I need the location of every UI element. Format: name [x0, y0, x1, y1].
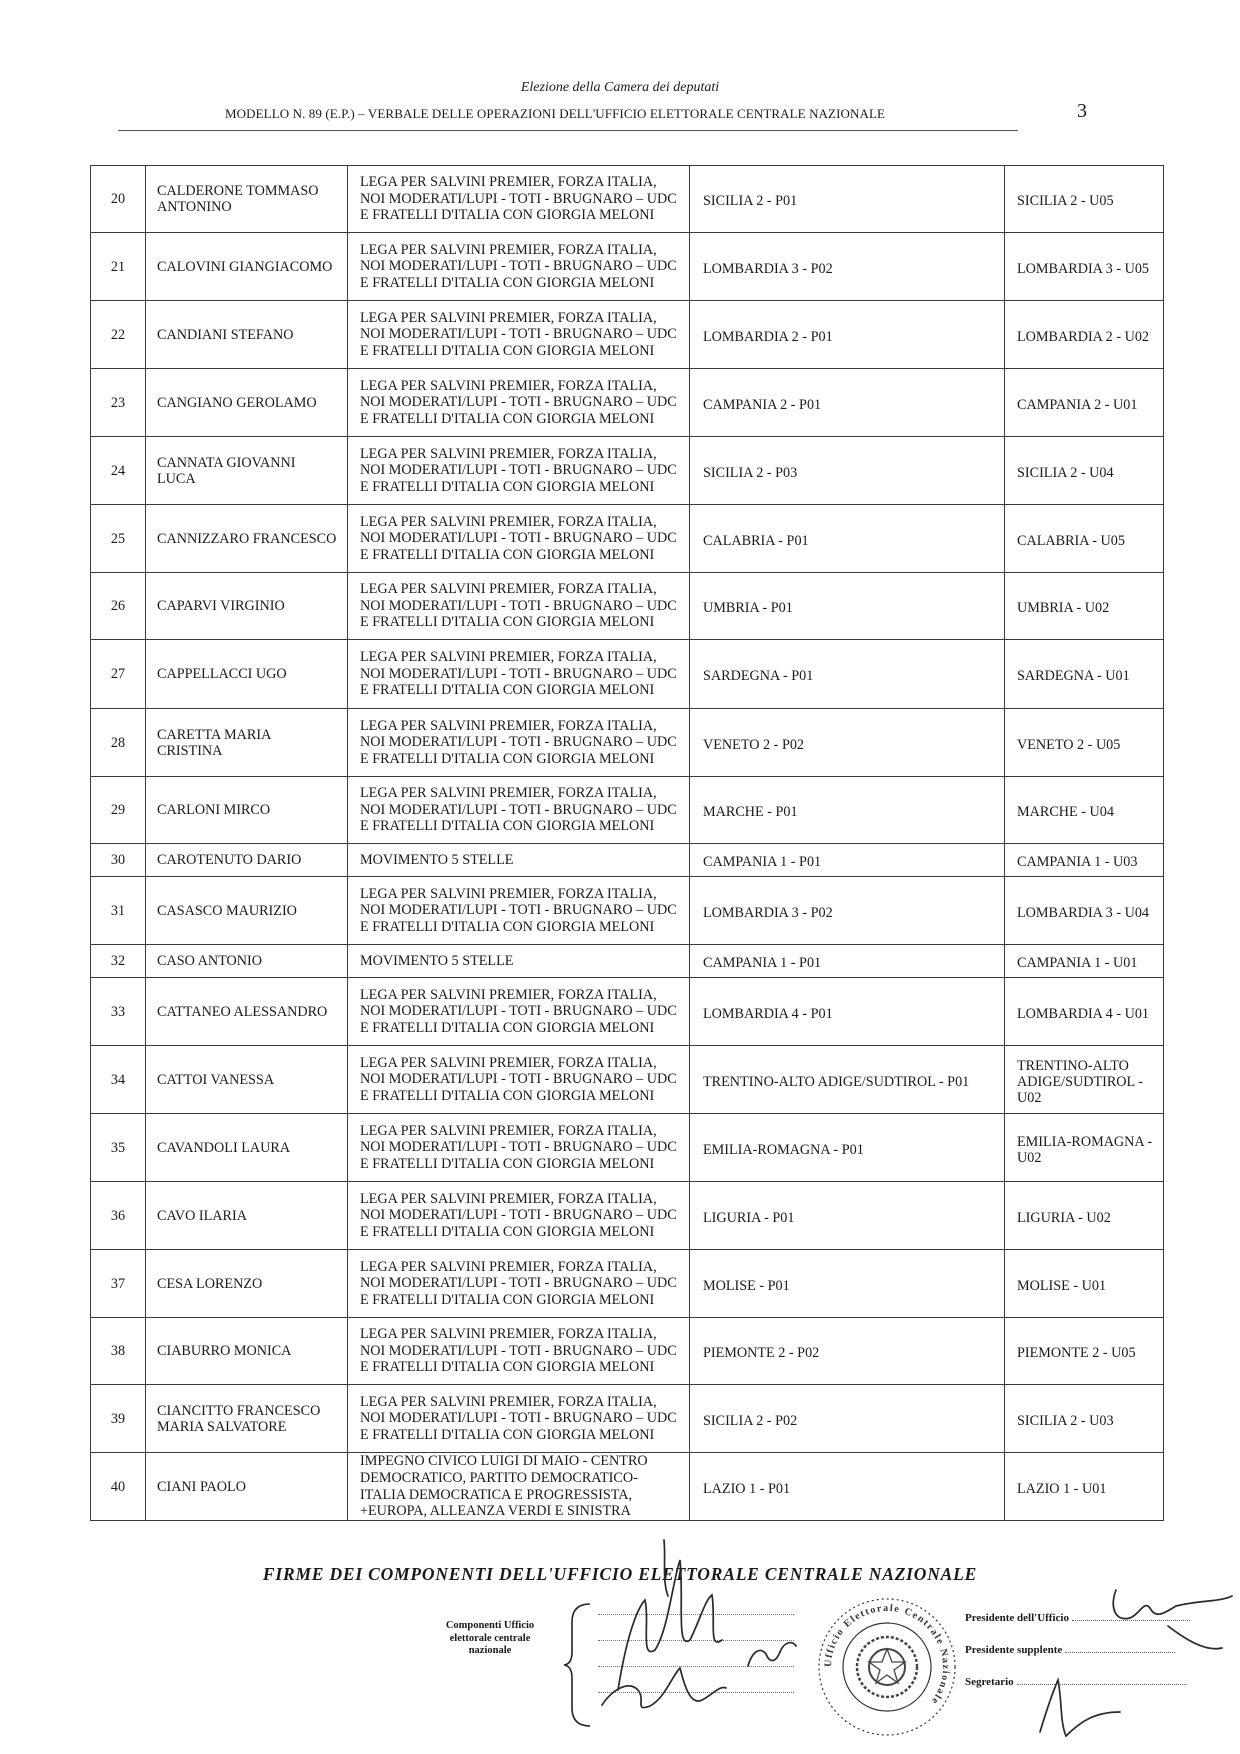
party-list: LEGA PER SALVINI PREMIER, FORZA ITALIA, NOI MODERATI/LUPI - TOTI - BRUGNARO – UDC E FRATELLI D'ITALIA CON GIORGIA MELONI — [348, 1114, 690, 1182]
election-constituency: SICILIA 2 - P03 — [690, 437, 1005, 505]
election-constituency: CAMPANIA 1 - P01 — [690, 844, 1005, 877]
table-row — [91, 1250, 1164, 1318]
candidate-name: CALDERONE TOMMASO ANTONINO — [146, 166, 348, 233]
table-row — [91, 844, 1164, 877]
candidate-name: CIABURRO MONICA — [146, 1318, 348, 1385]
table-row — [91, 1318, 1164, 1385]
candidate-name: CATTANEO ALESSANDRO — [146, 978, 348, 1046]
signature-mark — [748, 1643, 796, 1666]
party-list: LEGA PER SALVINI PREMIER, FORZA ITALIA, NOI MODERATI/LUPI - TOTI - BRUGNARO – UDC E FRATELLI D'ITALIA CON GIORGIA MELONI — [348, 301, 690, 369]
election-constituency: SARDEGNA - P01 — [690, 640, 1005, 709]
row-number: 39 — [91, 1385, 146, 1453]
candidate-name: CESA LORENZO — [146, 1250, 348, 1318]
table-row — [91, 1046, 1164, 1114]
candidate-name: CIANI PAOLO — [146, 1453, 348, 1521]
proclamation-constituency: CAMPANIA 1 - U01 — [1005, 945, 1164, 978]
page-number: 3 — [1077, 100, 1087, 122]
proclamation-constituency: EMILIA-ROMAGNA - U02 — [1005, 1114, 1164, 1182]
signature-mark — [1040, 1680, 1120, 1736]
table-row — [91, 301, 1164, 369]
election-constituency: PIEMONTE 2 - P02 — [690, 1318, 1005, 1385]
table-row — [91, 1182, 1164, 1250]
row-number: 33 — [91, 978, 146, 1046]
row-number: 23 — [91, 369, 146, 437]
presidente-supplente-label — [965, 1644, 1175, 1656]
candidate-name: CAVO ILARIA — [146, 1182, 348, 1250]
row-number: 26 — [91, 573, 146, 640]
row-number: 37 — [91, 1250, 146, 1318]
election-constituency: UMBRIA - P01 — [690, 573, 1005, 640]
table-row — [91, 945, 1164, 978]
signature-line — [598, 1614, 794, 1615]
brace-icon — [562, 1600, 596, 1730]
party-list: LEGA PER SALVINI PREMIER, FORZA ITALIA, NOI MODERATI/LUPI - TOTI - BRUGNARO – UDC E FRATELLI D'ITALIA CON GIORGIA MELONI — [348, 640, 690, 709]
party-list: LEGA PER SALVINI PREMIER, FORZA ITALIA, NOI MODERATI/LUPI - TOTI - BRUGNARO – UDC E FRATELLI D'ITALIA CON GIORGIA MELONI — [348, 709, 690, 777]
election-constituency: LAZIO 1 - P01 — [690, 1453, 1005, 1521]
row-number: 31 — [91, 877, 146, 945]
party-list: IMPEGNO CIVICO LUIGI DI MAIO - CENTRO DEMOCRATICO, PARTITO DEMOCRATICO-ITALIA DEMOCRATICA E PROGRESSISTA, +EUROPA, ALLEANZA VERDI E SINISTRA — [348, 1453, 690, 1521]
election-constituency: MOLISE - P01 — [690, 1250, 1005, 1318]
row-number: 30 — [91, 844, 146, 877]
header-rule — [118, 130, 1018, 131]
official-seal-icon — [812, 1592, 962, 1742]
party-list: LEGA PER SALVINI PREMIER, FORZA ITALIA, NOI MODERATI/LUPI - TOTI - BRUGNARO – UDC E FRATELLI D'ITALIA CON GIORGIA MELONI — [348, 1250, 690, 1318]
party-list: LEGA PER SALVINI PREMIER, FORZA ITALIA, NOI MODERATI/LUPI - TOTI - BRUGNARO – UDC E FRATELLI D'ITALIA CON GIORGIA MELONI — [348, 437, 690, 505]
row-number: 21 — [91, 233, 146, 301]
candidate-name: CANNATA GIOVANNI LUCA — [146, 437, 348, 505]
party-list: LEGA PER SALVINI PREMIER, FORZA ITALIA, NOI MODERATI/LUPI - TOTI - BRUGNARO – UDC E FRATELLI D'ITALIA CON GIORGIA MELONI — [348, 1318, 690, 1385]
proclamation-constituency: VENETO 2 - U05 — [1005, 709, 1164, 777]
table-row — [91, 978, 1164, 1046]
signature-mark — [602, 1668, 726, 1708]
signature-line — [598, 1666, 794, 1667]
table-row — [91, 1453, 1164, 1521]
proclamation-constituency: CALABRIA - U05 — [1005, 505, 1164, 573]
proclamation-constituency: CAMPANIA 1 - U03 — [1005, 844, 1164, 877]
candidate-name: CAPARVI VIRGINIO — [146, 573, 348, 640]
election-constituency: MARCHE - P01 — [690, 777, 1005, 844]
proclamation-constituency: LOMBARDIA 3 - U04 — [1005, 877, 1164, 945]
row-number: 38 — [91, 1318, 146, 1385]
row-number: 32 — [91, 945, 146, 978]
election-constituency: LOMBARDIA 3 - P02 — [690, 877, 1005, 945]
presidente-label — [965, 1612, 1190, 1624]
candidate-name: CAPPELLACCI UGO — [146, 640, 348, 709]
candidate-name: CARLONI MIRCO — [146, 777, 348, 844]
election-constituency: SICILIA 2 - P02 — [690, 1385, 1005, 1453]
party-list: LEGA PER SALVINI PREMIER, FORZA ITALIA, NOI MODERATI/LUPI - TOTI - BRUGNARO – UDC E FRATELLI D'ITALIA CON GIORGIA MELONI — [348, 1046, 690, 1114]
presidente-supplente-text: Presidente supplente — [965, 1644, 1063, 1656]
candidate-name: CASO ANTONIO — [146, 945, 348, 978]
election-constituency: LOMBARDIA 2 - P01 — [690, 301, 1005, 369]
proclamation-constituency: SARDEGNA - U01 — [1005, 640, 1164, 709]
elected-candidates-table — [90, 165, 1164, 1521]
table-row — [91, 369, 1164, 437]
page-header — [90, 80, 1150, 122]
seal-ring-text: Ufficio Elettorale Centrale Nazionale — [822, 1602, 952, 1708]
signature-line — [598, 1692, 794, 1693]
row-number: 27 — [91, 640, 146, 709]
party-list: LEGA PER SALVINI PREMIER, FORZA ITALIA, NOI MODERATI/LUPI - TOTI - BRUGNARO – UDC E FRATELLI D'ITALIA CON GIORGIA MELONI — [348, 505, 690, 573]
election-constituency: SICILIA 2 - P01 — [690, 166, 1005, 233]
proclamation-constituency: LOMBARDIA 4 - U01 — [1005, 978, 1164, 1046]
election-constituency: VENETO 2 - P02 — [690, 709, 1005, 777]
row-number: 20 — [91, 166, 146, 233]
row-number: 22 — [91, 301, 146, 369]
proclamation-constituency: LOMBARDIA 3 - U05 — [1005, 233, 1164, 301]
candidate-name: CANGIANO GEROLAMO — [146, 369, 348, 437]
candidate-name: CANNIZZARO FRANCESCO — [146, 505, 348, 573]
table-row — [91, 640, 1164, 709]
proclamation-constituency: LAZIO 1 - U01 — [1005, 1453, 1164, 1521]
proclamation-constituency: SICILIA 2 - U05 — [1005, 166, 1164, 233]
candidate-name: CAROTENUTO DARIO — [146, 844, 348, 877]
election-constituency: TRENTINO-ALTO ADIGE/SUDTIROL - P01 — [690, 1046, 1005, 1114]
components-label: Componenti Ufficio elettorale centrale nazionale — [445, 1620, 535, 1656]
presidente-text: Presidente dell'Ufficio — [965, 1612, 1069, 1624]
table-row — [91, 505, 1164, 573]
candidate-name: CANDIANI STEFANO — [146, 301, 348, 369]
proclamation-constituency: CAMPANIA 2 - U01 — [1005, 369, 1164, 437]
election-constituency: LOMBARDIA 4 - P01 — [690, 978, 1005, 1046]
candidate-name: CALOVINI GIANGIACOMO — [146, 233, 348, 301]
table-row — [91, 233, 1164, 301]
document-subtitle: MODELLO N. 89 (E.P.) – VERBALE DELLE OPERAZIONI DELL'UFFICIO ELETTORALE CENTRALE NAZIONALE — [225, 106, 886, 121]
party-list: LEGA PER SALVINI PREMIER, FORZA ITALIA, NOI MODERATI/LUPI - TOTI - BRUGNARO – UDC E FRATELLI D'ITALIA CON GIORGIA MELONI — [348, 777, 690, 844]
proclamation-constituency: TRENTINO-ALTO ADIGE/SUDTIROL - U02 — [1005, 1046, 1164, 1114]
row-number: 40 — [91, 1453, 146, 1521]
party-list: LEGA PER SALVINI PREMIER, FORZA ITALIA, NOI MODERATI/LUPI - TOTI - BRUGNARO – UDC E FRATELLI D'ITALIA CON GIORGIA MELONI — [348, 877, 690, 945]
election-constituency: CAMPANIA 1 - P01 — [690, 945, 1005, 978]
table-row — [91, 709, 1164, 777]
signatures-title: FIRME DEI COMPONENTI DELL'UFFICIO ELETTORALE CENTRALE NAZIONALE — [262, 1564, 978, 1584]
segretario-text: Segretario — [965, 1676, 1014, 1688]
row-number: 29 — [91, 777, 146, 844]
table-row — [91, 1114, 1164, 1182]
row-number: 35 — [91, 1114, 146, 1182]
party-list: MOVIMENTO 5 STELLE — [348, 844, 690, 877]
candidate-name: CATTOI VANESSA — [146, 1046, 348, 1114]
svg-text:Ufficio Elettorale Centrale Na — [823, 1603, 951, 1707]
proclamation-constituency: SICILIA 2 - U04 — [1005, 437, 1164, 505]
candidate-name: CASASCO MAURIZIO — [146, 877, 348, 945]
table-row — [91, 437, 1164, 505]
table-row — [91, 877, 1164, 945]
party-list: LEGA PER SALVINI PREMIER, FORZA ITALIA, NOI MODERATI/LUPI - TOTI - BRUGNARO – UDC E FRATELLI D'ITALIA CON GIORGIA MELONI — [348, 369, 690, 437]
row-number: 25 — [91, 505, 146, 573]
row-number: 28 — [91, 709, 146, 777]
table-row — [91, 166, 1164, 233]
election-constituency: LOMBARDIA 3 - P02 — [690, 233, 1005, 301]
row-number: 34 — [91, 1046, 146, 1114]
party-list: LEGA PER SALVINI PREMIER, FORZA ITALIA, NOI MODERATI/LUPI - TOTI - BRUGNARO – UDC E FRATELLI D'ITALIA CON GIORGIA MELONI — [348, 1385, 690, 1453]
party-list: LEGA PER SALVINI PREMIER, FORZA ITALIA, NOI MODERATI/LUPI - TOTI - BRUGNARO – UDC E FRATELLI D'ITALIA CON GIORGIA MELONI — [348, 1182, 690, 1250]
candidate-name: CARETTA MARIA CRISTINA — [146, 709, 348, 777]
party-list: LEGA PER SALVINI PREMIER, FORZA ITALIA, NOI MODERATI/LUPI - TOTI - BRUGNARO – UDC E FRATELLI D'ITALIA CON GIORGIA MELONI — [348, 573, 690, 640]
election-constituency: EMILIA-ROMAGNA - P01 — [690, 1114, 1005, 1182]
party-list: LEGA PER SALVINI PREMIER, FORZA ITALIA, NOI MODERATI/LUPI - TOTI - BRUGNARO – UDC E FRATELLI D'ITALIA CON GIORGIA MELONI — [348, 978, 690, 1046]
party-list: LEGA PER SALVINI PREMIER, FORZA ITALIA, NOI MODERATI/LUPI - TOTI - BRUGNARO – UDC E FRATELLI D'ITALIA CON GIORGIA MELONI — [348, 166, 690, 233]
proclamation-constituency: PIEMONTE 2 - U05 — [1005, 1318, 1164, 1385]
election-title: Elezione della Camera dei deputati — [520, 80, 720, 95]
segretario-label — [965, 1676, 1187, 1688]
proclamation-constituency: LOMBARDIA 2 - U02 — [1005, 301, 1164, 369]
row-number: 36 — [91, 1182, 146, 1250]
proclamation-constituency: MARCHE - U04 — [1005, 777, 1164, 844]
election-constituency: CAMPANIA 2 - P01 — [690, 369, 1005, 437]
candidate-name: CAVANDOLI LAURA — [146, 1114, 348, 1182]
proclamation-constituency: LIGURIA - U02 — [1005, 1182, 1164, 1250]
table-row — [91, 573, 1164, 640]
signature-line — [598, 1640, 794, 1641]
proclamation-constituency: SICILIA 2 - U03 — [1005, 1385, 1164, 1453]
candidate-name: CIANCITTO FRANCESCO MARIA SALVATORE — [146, 1385, 348, 1453]
party-list: MOVIMENTO 5 STELLE — [348, 945, 690, 978]
proclamation-constituency: UMBRIA - U02 — [1005, 573, 1164, 640]
election-constituency: LIGURIA - P01 — [690, 1182, 1005, 1250]
table-row — [91, 777, 1164, 844]
election-constituency: CALABRIA - P01 — [690, 505, 1005, 573]
party-list: LEGA PER SALVINI PREMIER, FORZA ITALIA, NOI MODERATI/LUPI - TOTI - BRUGNARO – UDC E FRATELLI D'ITALIA CON GIORGIA MELONI — [348, 233, 690, 301]
proclamation-constituency: MOLISE - U01 — [1005, 1250, 1164, 1318]
row-number: 24 — [91, 437, 146, 505]
table-row — [91, 1385, 1164, 1453]
